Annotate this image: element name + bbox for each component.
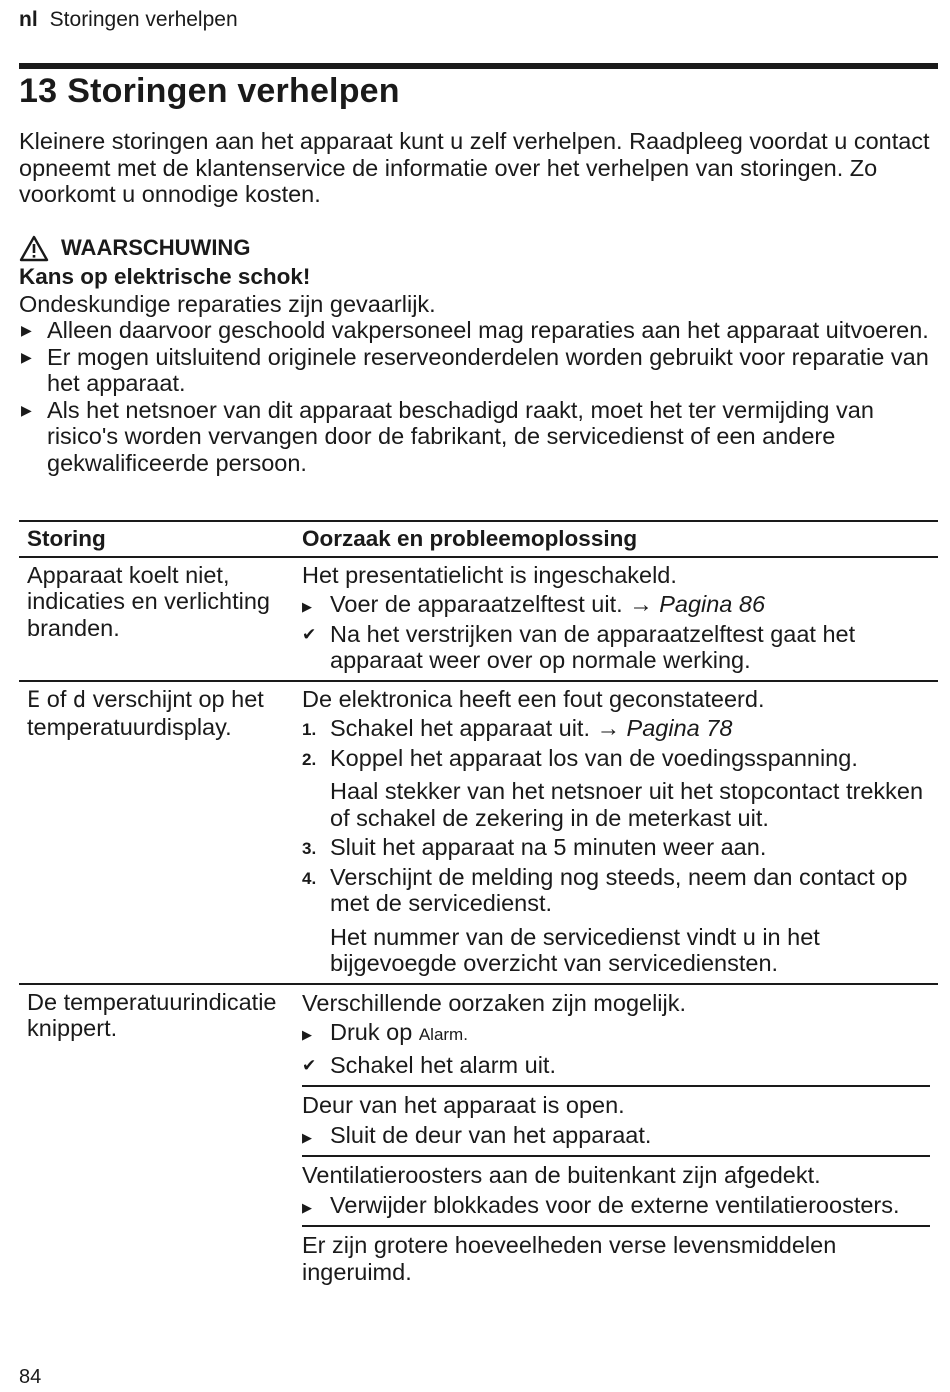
arrow-right-icon: → xyxy=(596,715,621,741)
action-text: Verwijder blokkades voor de externe ventilatieroosters. xyxy=(330,1191,900,1218)
result-text: Schakel het alarm uit. xyxy=(330,1051,556,1078)
result-text: Na het verstrijken van de apparaatzelftest gaat het apparaat weer over op normale werking. xyxy=(330,620,856,673)
table-row xyxy=(19,681,938,984)
cause-text: Er zijn grotere hoeveelheden verse levensmiddelen ingeruimd. xyxy=(302,1232,837,1285)
action-step xyxy=(302,591,930,618)
result-step xyxy=(302,621,930,674)
alarm-key-label: Alarm. xyxy=(418,1025,468,1044)
page-number: 84 xyxy=(19,1366,42,1388)
cause-text: Deur van het apparaat is open. xyxy=(302,1092,625,1118)
action-step xyxy=(302,1192,930,1219)
action-text: Voer de apparaatzelftest uit. xyxy=(330,591,623,617)
fault-cell: Apparaat koelt niet, indicaties en verlichting branden. xyxy=(27,561,270,641)
step-text: Verschijnt de melding nog steeds, neem dan contact op met de servicedienst. xyxy=(330,863,908,916)
cause-text: Ventilatieroosters aan de buitenkant zijn afgedekt. xyxy=(302,1162,821,1188)
triangle-bullet-icon: ▶ xyxy=(302,1129,312,1145)
fault-cell xyxy=(19,681,294,984)
warning-bullet xyxy=(19,317,938,344)
action-step xyxy=(302,1019,930,1049)
warning-bullet xyxy=(19,397,938,477)
warning-bullet-text: Alleen daarvoor geschoold vakpersoneel mag reparaties aan het apparaat uitvoeren. xyxy=(47,317,929,343)
triangle-bullet-icon: ▶ xyxy=(21,401,32,418)
cause-text: De elektronica heeft een fout geconstateerd. xyxy=(302,685,765,712)
cause-cell xyxy=(294,557,938,681)
display-code-e: E xyxy=(27,687,41,713)
section-title: Storingen verhelpen xyxy=(49,8,238,31)
warning-bullet-text: Als het netsnoer van dit apparaat beschadigd raakt, moet het ter vermijding van risico's worden vervangen door de fabrikant, de servicedienst of een andere gekwalificeerde persoon. xyxy=(47,396,874,476)
cause-block xyxy=(302,1225,930,1292)
warning-subtitle: Kans op elektrische schok! xyxy=(19,264,311,289)
action-step xyxy=(302,1122,930,1149)
running-header xyxy=(19,8,238,32)
warning-label: WAARSCHUWING xyxy=(61,234,251,260)
triangle-bullet-icon: ▶ xyxy=(21,322,32,338)
step-text: Sluit het apparaat na 5 minuten weer aan. xyxy=(330,834,767,860)
fault-text: verschijnt op het temperatuurdisplay. xyxy=(27,685,264,740)
fault-cell: De temperatuurindicatie knippert. xyxy=(19,984,294,1299)
cause-cell xyxy=(294,984,938,1299)
warning-bullet-text: Er mogen uitsluitend originele reserveonderdelen worden gebruikt voor reparatie van het apparaat. xyxy=(47,343,929,396)
triangle-bullet-icon: ▶ xyxy=(21,348,32,365)
action-text: Druk op xyxy=(330,1019,413,1045)
table-row xyxy=(19,984,938,1299)
result-step xyxy=(302,1052,930,1079)
cause-block xyxy=(302,1085,930,1155)
step-note: Haal stekker van het netsnoer uit het stopcontact trekken of schakel de zekering in de meterkast uit. xyxy=(330,778,924,831)
language-code: nl xyxy=(19,8,38,31)
step-number: 2. xyxy=(302,749,317,769)
arrow-right-icon: → xyxy=(629,591,653,617)
triangle-bullet-icon: ▶ xyxy=(302,1199,312,1215)
action-text: Sluit de deur van het apparaat. xyxy=(330,1121,652,1148)
page-reference-link[interactable]: Pagina 86 xyxy=(659,591,766,617)
table-header-row xyxy=(19,521,938,557)
step-note: Het nummer van de servicedienst vindt u in het bijgevoegde overzicht van servicediensten. xyxy=(330,923,820,976)
column-header-fault: Storing xyxy=(19,521,294,557)
chapter-number: 13 xyxy=(19,72,58,110)
numbered-step xyxy=(302,834,930,861)
numbered-step xyxy=(302,715,930,742)
cause-text: Het presentatielicht is ingeschakeld. xyxy=(302,561,677,588)
chapter-rule xyxy=(19,63,938,69)
fault-connector: of xyxy=(46,685,67,712)
warning-triangle-icon xyxy=(19,235,49,262)
checkmark-icon: ✔ xyxy=(302,1055,317,1075)
cause-block xyxy=(302,1155,930,1225)
warning-bullets xyxy=(19,317,938,476)
numbered-step xyxy=(302,745,930,772)
cause-text: Verschillende oorzaken zijn mogelijk. xyxy=(302,989,687,1016)
troubleshooting-table xyxy=(19,520,938,1298)
display-code-d: d xyxy=(72,687,87,713)
step-number: 4. xyxy=(302,868,317,888)
checkmark-icon: ✔ xyxy=(302,624,317,644)
step-number: 3. xyxy=(302,839,317,858)
triangle-bullet-icon: ▶ xyxy=(302,1027,312,1042)
triangle-bullet-icon: ▶ xyxy=(302,599,312,614)
table-row xyxy=(19,557,938,681)
numbered-step xyxy=(302,864,930,917)
step-text: Schakel het apparaat uit. xyxy=(330,715,590,741)
warning-text: Ondeskundige reparaties zijn gevaarlijk. xyxy=(19,290,436,317)
warning-header xyxy=(19,232,938,264)
warning-block xyxy=(19,232,938,476)
chapter-heading xyxy=(19,72,400,111)
step-text: Koppel het apparaat los van de voedingsspanning. xyxy=(330,744,858,771)
warning-bullet xyxy=(19,344,938,397)
cause-cell xyxy=(294,681,938,984)
column-header-cause: Oorzaak en probleemoplossing xyxy=(294,521,938,557)
chapter-title: Storingen verhelpen xyxy=(67,72,400,110)
step-number: 1. xyxy=(302,720,317,739)
page-reference-link[interactable]: Pagina 78 xyxy=(626,715,733,741)
intro-paragraph: Kleinere storingen aan het apparaat kunt u zelf verhelpen. Raadpleeg voordat u contact opneemt met de klantenservice de informatie over het verhelpen van storingen. Zo voorkomt u onnodige kosten. xyxy=(19,128,930,207)
cause-block xyxy=(302,985,930,1086)
